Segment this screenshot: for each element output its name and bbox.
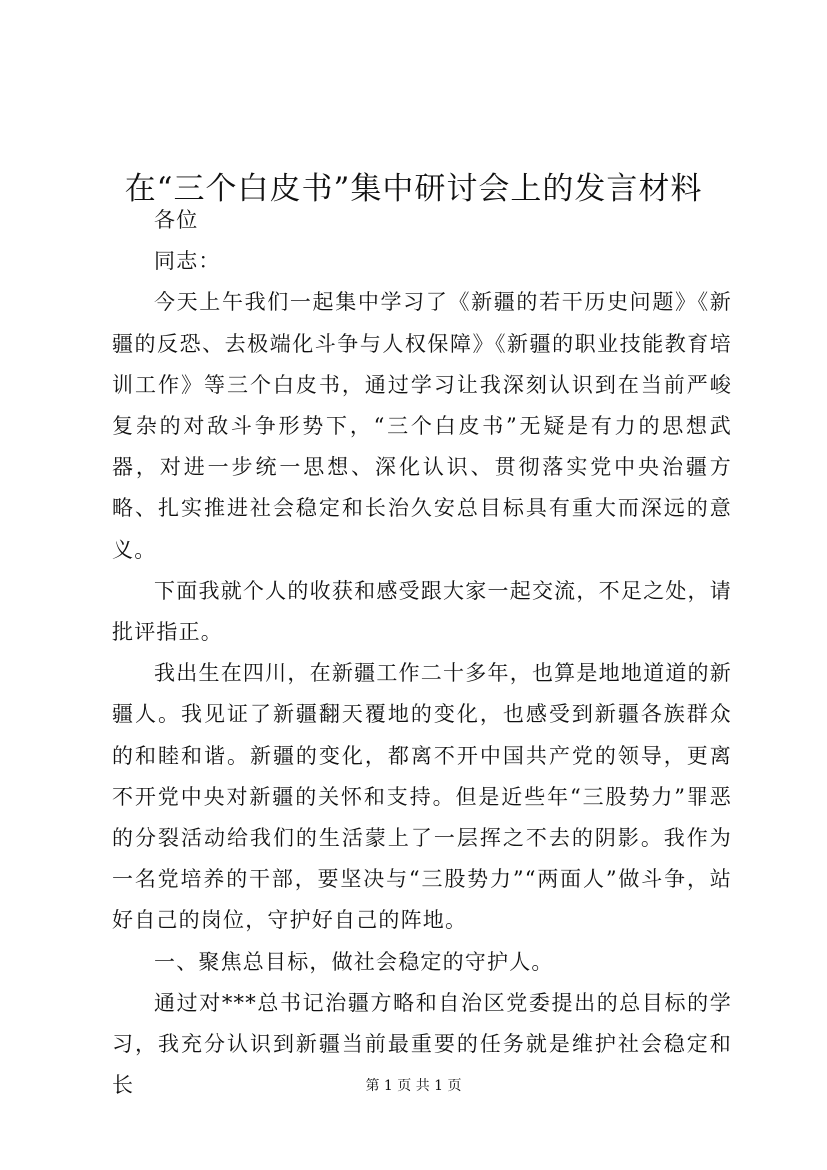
document-title: 在“三个白皮书”集中研讨会上的发言材料 [124, 170, 703, 207]
salutation-line-2: 同志： [154, 249, 221, 274]
paragraph-background: 我出生在四川，在新疆工作二十多年，也算是地地道道的新疆人。我见证了新疆翻天覆地的变化，也感受到新疆各族群众的和睦和谐。新疆的变化，都离不开中国共产党的领导，更离不开党中央对新疆的关怀和支持。但是近些年“三股势力”罪恶的分裂活动给我们的生活蒙上了一层挥之不去的阴影。我作为一名党培养的干部，要坚决与“三股势力”“两面人”做斗争，站好自己的岗位，守护好自己的阵地。 [112, 661, 732, 933]
paragraph-section-1: 通过对***总书记治疆方略和自治区党委提出的总目标的学习，我充分认识到新疆当前最重要的任务就是维护社会稳定和长 [112, 990, 732, 1098]
paragraph-intro: 今天上午我们一起集中学习了《新疆的若干历史问题》《新疆的反恐、去极端化斗争与人权保障》《新疆的职业技能教育培训工作》等三个白皮书，通过学习让我深刻认识到在当前严峻复杂的对敌斗争形势下，“三个白皮书”无疑是有力的思想武器，对进一步统一思想、深化认识、贯彻落实党中央治疆方略、扎实推进社会稳定和长治久安总目标具有重大而深远的意义。 [112, 290, 732, 562]
page-footer: 第 1 页 共 1 页 [365, 1078, 462, 1094]
document-body [112, 200, 732, 1106]
paragraph-sharing: 下面我就个人的收获和感受跟大家一起交流，不足之处，请批评指正。 [112, 578, 732, 645]
section-heading-1: 一、聚焦总目标，做社会稳定的守护人。 [154, 949, 554, 974]
salutation-line-1: 各位 [154, 208, 199, 232]
